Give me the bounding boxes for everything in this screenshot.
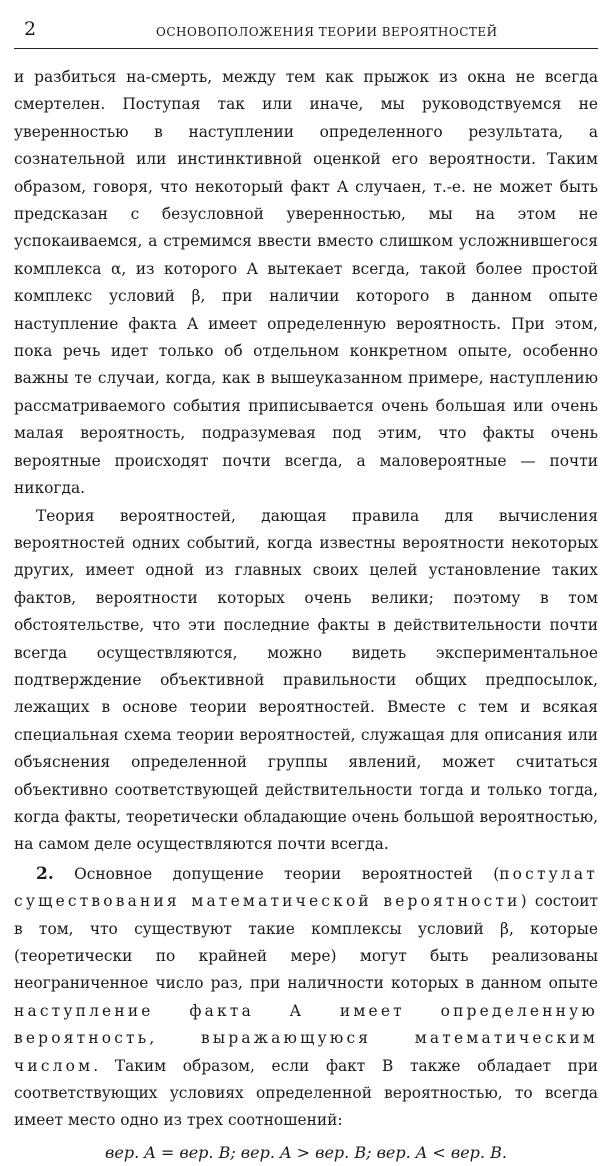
paragraph-continuation: и разбиться на-смерть, между тем как прыжок из окна не всегда смертелен. Поступая так или иначе, мы руководствуемся не уверенностью в наступлении определенного результата, а сознательной или инстинктивной оценкой его вероятности. Таким образом, говоря, что некоторый факт A случаен, т.-е. не может быть предсказан с безусловной уверенностью, мы на этом не успокаиваемся, а стремимся ввести вместо слишком усложнившегося комплекса α, из которого A вытекает всегда, такой более простой комплекс условий β, при наличии которого в данном опыте наступление факта A имеет определенную вероятность. При этом, пока речь идет только об отдельном конкретном опыте, особенно важны те случаи, когда, как в вышеуказанном примере, наступлению рассматриваемого события приписывается очень большая или очень малая вероятность, подразумевая под этим, что факты очень вероятные происходят почти всегда, а маловероятные — почти никогда. xyxy=(14,68,598,498)
postulate-term: постулат существования математической вероятности xyxy=(14,864,598,911)
running-title: ОСНОВОПОЛОЖЕНИЯ ТЕОРИИ ВЕРОЯТНОСТЕЙ xyxy=(156,25,498,39)
page-header xyxy=(14,0,598,64)
probability-relations-formula: вер. A = вер. B; вер. A > вер. B; вер. A < вер. B. xyxy=(105,1142,507,1162)
section-text-2: ) состоит в том, что существуют такие комплексы условий β, которые (теоретически по крайней мере) могут быть реализованы неограниченное число раз, при наличности которых в данном опыте xyxy=(14,892,598,993)
page-number: 2 xyxy=(24,18,37,40)
section-2-paragraph xyxy=(14,861,598,1135)
paragraph-theory: Теория вероятностей, дающая правила для вычисления вероятностей одних событий, когда известны вероятности некоторых других, имеет одной из главных своих целей установление таких фактов, вероятности которых очень велики; поэтому в том обстоятельстве, что эти последние факты в действительности почти всегда осуществляются, можно видеть экспериментальное подтверждение объективной правильности общих предпосылок, лежащих в основе теории вероятностей. Вместе с тем и всякая специальная схема теории вероятностей, служащая для описания или объяснения определенной группы явлений, может считаться объективно соответствующей действительности тогда и только тогда, когда факты, теоретически обладающие очень большой вероятностью, на самом деле осуществляются почти всегда. xyxy=(14,506,598,854)
body-text xyxy=(14,64,598,1166)
section-number: 2. xyxy=(36,863,54,884)
header-rule xyxy=(14,48,598,49)
emphasized-definition: наступление факта A имеет определенную вероятность, выражающуюся математическим числом xyxy=(14,1001,598,1075)
section-text-3: . Таким образом, если факт B также обладает при соответствующих условиях определенной вероятностью, то всегда имеет место одно из трех соотношений: xyxy=(14,1056,598,1130)
section-text-1: Основное допущение теории вероятностей ( xyxy=(74,864,500,883)
